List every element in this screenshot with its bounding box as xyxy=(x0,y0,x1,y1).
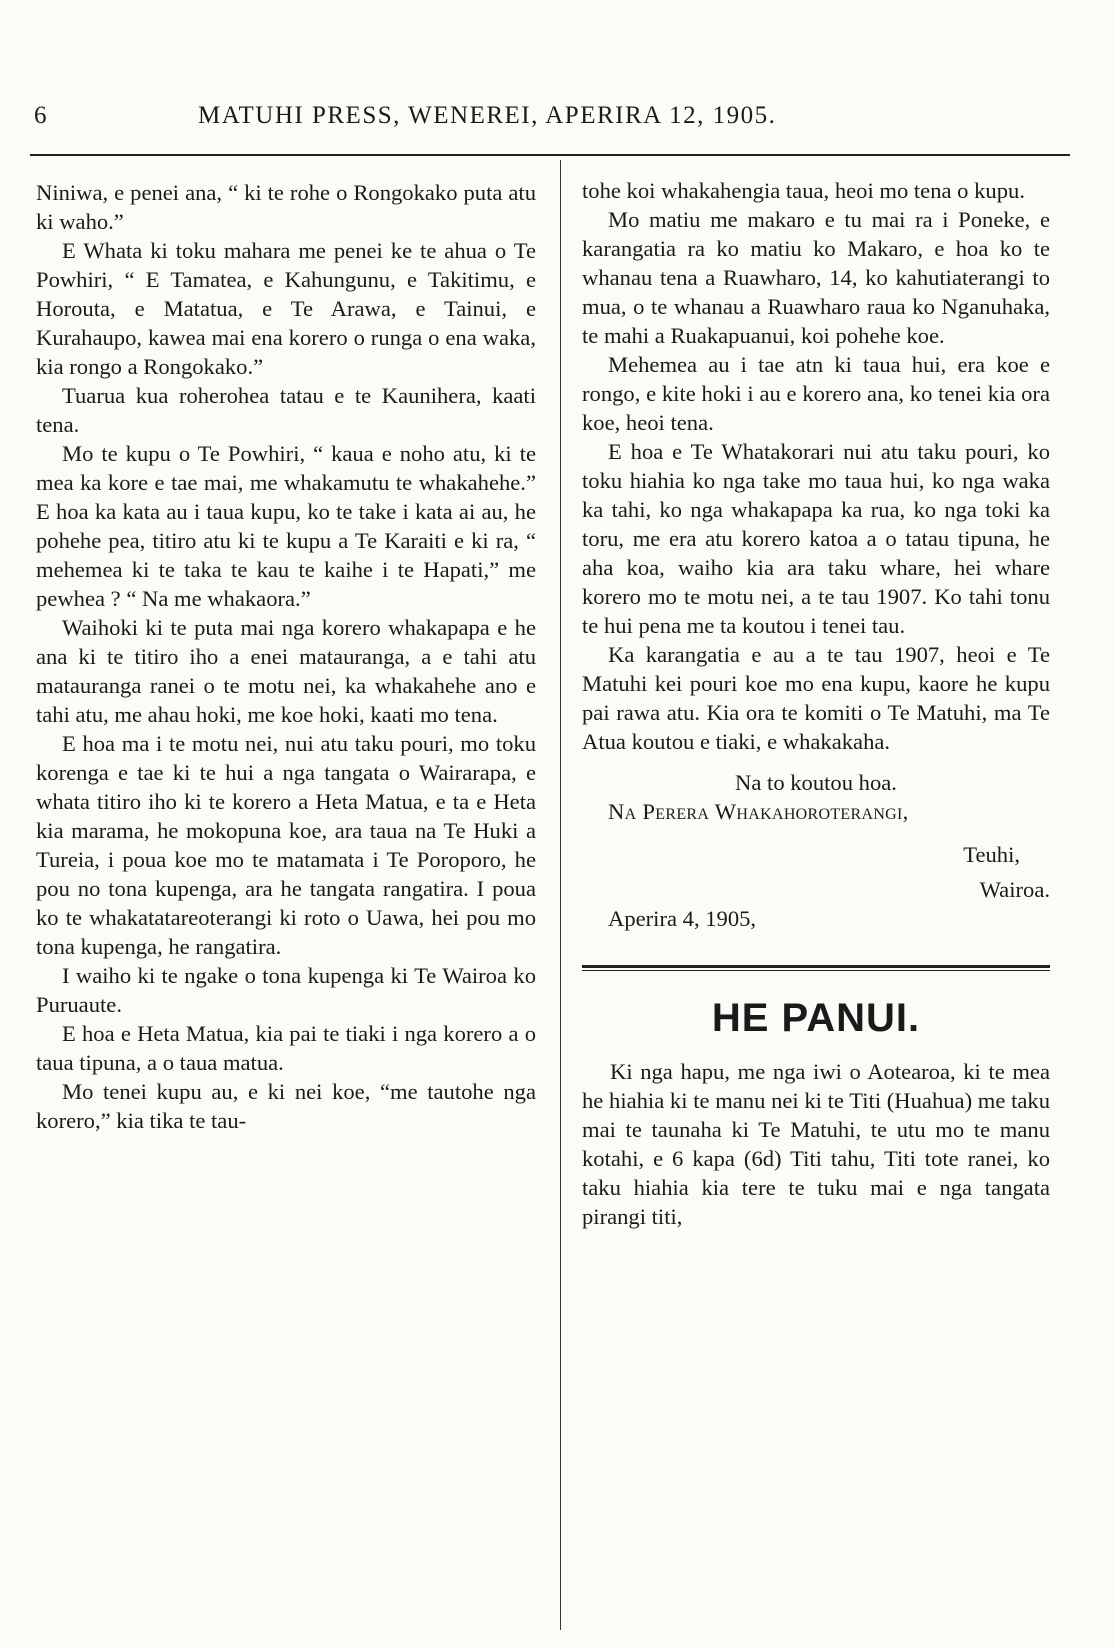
paragraph: Tuarua kua roherohea tatau e te Kaunihera, kaati tena. xyxy=(36,383,536,437)
notice-heading: HE PANUI. xyxy=(711,996,921,1040)
paragraph: E Whata ki toku mahara me penei ke te ahua o Te Powhiri, “ E Tamatea, e Kahungunu, e Takitimu, e Horouta, e Matatua, e Te Arawa, e Tainui, e Kurahaupo, kawea mai ena korero o runga o ena waka, kia rongo a Rongokako.” xyxy=(36,238,536,379)
paragraph: E hoa ma i te motu nei, nui atu taku pouri, mo toku korenga e tae ki te hui a nga tangata o Wairarapa, e whata titiro iho ki te korero a Heta Matua, e ta e Heta kia marama, he mokopuna koe, ara taua na Te Huki a Tureia, i poua koe mo te matamata i Te Poroporo, he pou no tona kupenga, ara he tangata rangatira. I poua ko te whakatatareoterangi ki roto o Uawa, hei pou mo tona kupenga, he rangatira. xyxy=(36,731,536,959)
running-title: MATUHI PRESS, WENEREI, APERIRA 12, 1905. xyxy=(198,102,777,129)
paragraph: Mo te kupu o Te Powhiri, “ kaua e noho atu, ki te mea ka kore e tae mai, me whakamutu te whakahehe.” E hoa ka kata au i taua kupu, ko te take i kata ai au, he pohehe pea, titiro atu ki te kupu a Te Karaiti e ki ra, “ mehemea ki te taka te kau te kaihe i te Hapati,” me pewhea ? “ Na me whakaora.” xyxy=(36,441,536,611)
paragraph: Mo tenei kupu au, e ki nei koe, “me tautohe nga korero,” kia tika te tau- xyxy=(36,1079,536,1133)
letter-date: Aperira 4, 1905, xyxy=(608,906,757,931)
left-column xyxy=(36,178,536,1135)
paragraph: I waiho ki te ngake o tona kupenga ki Te Wairoa ko Puruaute. xyxy=(36,963,536,1017)
signature-place: Wairoa. xyxy=(979,877,1050,902)
right-column xyxy=(582,176,1050,1231)
section-rule xyxy=(582,965,1050,971)
paragraph: tohe koi whakahengia taua, heoi mo tena o kupu. xyxy=(582,178,1025,203)
paragraph: E hoa e Heta Matua, kia pai te tiaki i nga korero a o taua tipuna, a o taua matua. xyxy=(36,1021,536,1075)
paragraph: Niniwa, e penei ana, “ ki te rohe o Rongokako puta atu ki waho.” xyxy=(36,180,536,234)
paragraph: Waihoki ki te puta mai nga korero whakapapa e he ana ki te titiro iho a enei matauranga, a e tahi atu matauranga ranei o te motu nei, ka whakahehe ano e tahi atu, me ahau hoki, me koe hoki, kaati mo tena. xyxy=(36,615,536,727)
signature-title: Teuhi, xyxy=(963,842,1020,867)
letter-signoff xyxy=(582,768,1050,933)
closing-salutation: Na to koutou hoa. xyxy=(735,770,897,795)
page-number: 6 xyxy=(34,102,47,129)
paragraph: Ka karangatia e au a te tau 1907, heoi e Te Matuhi kei pouri koe mo ena kupu, kaore he kupu pai rawa atu. Kia ora te komiti o Te Matuhi, ma Te Atua koutou e tiaki, e whakakaha. xyxy=(582,642,1050,754)
column-divider xyxy=(560,160,561,1630)
paragraph: Mehemea au i tae atn ki taua hui, era koe e rongo, e kite hoki i au e korero ana, ko tenei kia ora koe, heoi tena. xyxy=(582,352,1050,435)
notice-paragraph: Ki nga hapu, me nga iwi o Aotearoa, ki te mea he hiahia ki te manu nei ki te Titi (Huahua) me taku mai te taunaha ki Te Matuhi, te utu mo te manu kotahi, e 6 kapa (6d) Titi tahu, Titi tote ranei, ko taku hiahia kia tere te tuku mai e nga tangata pirangi titi, xyxy=(582,1059,1050,1229)
signature-name: Na Perera Whakahoroterangi, xyxy=(608,799,909,824)
paragraph: Mo matiu me makaro e tu mai ra i Poneke, e karangatia ra ko matiu ko Makaro, e hoa ko te whanau tena a Ruawharo, 14, ko kahutiaterangi to mua, o te whanau a Ruawharo raua ko Nganuhaka, te mahi a Ruakapuanui, koi pohehe koe. xyxy=(582,207,1050,348)
paragraph: E hoa e Te Whatakorari nui atu taku pouri, ko toku hiahia ko nga take mo taua hui, ko nga waka ka tahi, ko nga whakapapa ka rua, ko nga toki ka toru, me era atu korero katoa a o tatau tipuna, he aha koa, waiho kia ara taku whare, hei whare korero mo te motu nei, a te tau 1907. Ko tahi tonu te hui pena me ta koutou i tenei tau. xyxy=(582,439,1050,638)
page-header xyxy=(30,102,1070,142)
notice xyxy=(582,993,1050,1231)
header-rule xyxy=(30,154,1070,156)
